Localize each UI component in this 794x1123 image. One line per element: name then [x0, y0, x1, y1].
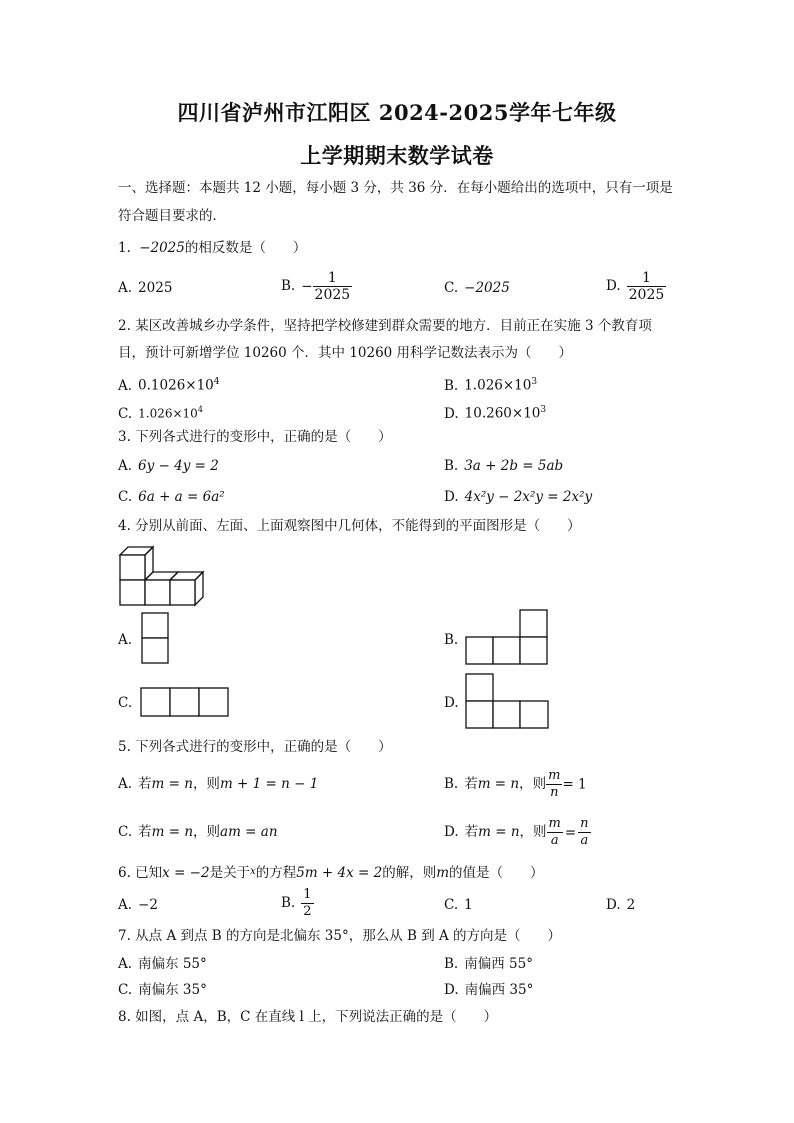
q6-option-c [444, 895, 473, 915]
fraction-numerator: 1 [642, 270, 651, 286]
option-exponent: 4 [197, 405, 203, 414]
option-base: 0.1026×10 [138, 377, 214, 394]
q2-option-c [118, 400, 203, 424]
option-value: 4x²y − 2x²y = 2x²y [464, 489, 593, 505]
option-equals: = [564, 824, 577, 841]
q2-option-d [444, 400, 546, 424]
option-if: 若 [138, 824, 152, 840]
section-instruction-line2: 符合题目要求的． [118, 208, 226, 224]
q6-condition: x = −2 [162, 865, 210, 881]
option-label: B. [444, 377, 459, 394]
option-result: am = an [220, 824, 278, 840]
q4-option-a-figure [141, 612, 169, 664]
option-exponent: 4 [213, 377, 220, 387]
option-label: A. [118, 377, 133, 394]
option-label: A. [118, 956, 133, 972]
q4-option-a-label: A. [118, 632, 133, 648]
q2-stem-line1: 2. 某区改善城乡办学条件，坚持把学校修建到群众需要的地方．目前正在实施 3 个教育项 [118, 318, 652, 334]
fraction-denominator: 2 [303, 904, 312, 919]
q2-stem-line2: 目，预计可新增学位 10260 个．其中 10260 用科学记数法表示为（ ） [118, 345, 573, 361]
q1-number: 1. [118, 240, 131, 256]
q6-text4: 的值是（ ） [449, 865, 544, 881]
option-label: C. [118, 824, 133, 840]
option-exponent: 3 [540, 405, 547, 415]
option-base: 1.026×10 [464, 377, 532, 394]
option-fraction-left [547, 816, 563, 849]
q6-text2: 的方程 [255, 865, 297, 881]
option-value: 2 [626, 897, 636, 913]
option-fraction [313, 270, 353, 303]
fraction-denominator: n [546, 784, 562, 801]
q7-option-b [444, 954, 533, 974]
q6-option-d [606, 895, 635, 915]
option-value: 2025 [138, 280, 173, 296]
q1-option-a [118, 278, 172, 298]
option-label: C. [118, 405, 133, 422]
option-label: C. [118, 982, 133, 998]
q1-option-c [444, 278, 510, 298]
option-rhs: = 1 [562, 776, 587, 793]
q3-option-a [118, 456, 219, 476]
option-label: B. [444, 776, 459, 792]
option-label: C. [118, 489, 133, 505]
q8-stem: 8. 如图，点 A，B，C 在直线 l 上，下列说法正确的是（ ） [118, 1009, 498, 1025]
option-value: −2025 [464, 280, 510, 296]
option-label: A. [118, 458, 133, 474]
option-label: C. [444, 897, 459, 913]
q1-option-d [606, 270, 666, 303]
option-fraction [627, 270, 667, 303]
q7-stem: 7. 从点 A 到点 B 的方向是北偏东 35°，那么从 B 到 A 的方向是（ ） [118, 928, 562, 944]
option-label: B. [281, 895, 296, 911]
option-label: B. [444, 458, 459, 474]
option-base: 10.260×10 [464, 405, 541, 422]
option-exponent: 3 [531, 377, 538, 387]
option-value: 南偏西 55° [464, 956, 533, 972]
q3-option-b [444, 456, 563, 476]
option-label: D. [444, 405, 459, 422]
q4-option-b-label: B. [444, 632, 459, 648]
fraction-numerator: 1 [303, 887, 312, 902]
option-if: 若 [464, 776, 478, 792]
exam-title-line2: 上学期期末数学试卷 [300, 143, 494, 168]
q5-option-d [444, 816, 591, 849]
q6-text3: 的解，则 [382, 865, 437, 881]
option-then: ，则 [192, 776, 220, 792]
fraction-denominator: a [578, 832, 590, 849]
q6-option-a [118, 895, 158, 915]
q6-option-b [281, 887, 314, 920]
option-result: m + 1 = n − 1 [219, 776, 319, 792]
option-then: ，则 [519, 776, 547, 792]
q5-option-b [444, 768, 587, 801]
option-label: D. [444, 982, 459, 998]
fraction-denominator: a [547, 832, 563, 849]
option-base: 1.026×10 [138, 406, 198, 421]
q6-number: 6. 已知 [118, 865, 163, 881]
q4-option-d-figure [465, 673, 550, 729]
q5-stem: 5. 下列各式进行的变形中，正确的是（ ） [118, 739, 392, 755]
option-label: D. [444, 824, 459, 840]
q4-option-c-label: C. [118, 695, 133, 711]
q1-option-b [281, 270, 352, 303]
q4-solid-figure [118, 543, 204, 603]
q6-variable: x [250, 866, 256, 877]
fraction-numerator: m [548, 768, 561, 783]
option-if: 若 [138, 776, 152, 792]
option-fraction-right [578, 816, 590, 849]
option-if: 若 [464, 824, 479, 840]
exam-title-line1: 四川省泸州市江阳区 2024-2025学年七年级 [177, 100, 617, 125]
option-label: A. [118, 776, 133, 792]
q3-stem: 3. 下列各式进行的变形中，正确的是（ ） [118, 429, 392, 445]
option-value: 3a + 2b = 5ab [464, 458, 564, 474]
option-condition: m = n [478, 824, 520, 840]
option-condition: m = n [151, 824, 194, 840]
option-label: D. [606, 897, 621, 913]
q2-option-b [444, 372, 537, 396]
option-label: B. [281, 278, 296, 294]
option-value: 6a + a = 6a² [138, 489, 225, 505]
q6-stem [118, 862, 544, 883]
option-value: 1 [464, 897, 473, 913]
q3-option-d [444, 487, 592, 507]
option-label: B. [444, 956, 459, 972]
q1-text: 的相反数是（ ） [184, 240, 307, 256]
option-label: D. [606, 278, 621, 294]
option-value: 南偏西 35° [464, 982, 534, 998]
option-sign: − [301, 278, 313, 295]
q4-option-b-figure [465, 609, 549, 665]
q3-option-c [118, 487, 225, 507]
option-value: −2 [138, 897, 158, 913]
option-condition: m = n [151, 776, 193, 792]
q4-option-d-label: D. [444, 695, 459, 711]
q1-expression: −2025 [139, 240, 185, 256]
option-label: A. [118, 280, 133, 296]
q4-stem: 4. 分别从前面、左面、上面观察图中几何体，不能得到的平面图形是（ ） [118, 518, 581, 534]
option-then: ，则 [193, 824, 221, 840]
option-value: 南偏东 55° [138, 956, 207, 972]
q4-option-c-figure [140, 687, 229, 717]
option-fraction [546, 768, 562, 801]
fraction-numerator: m [548, 816, 561, 831]
fraction-denominator: 2025 [314, 287, 351, 303]
option-label: A. [118, 897, 133, 913]
q6-text1: 是关于 [209, 865, 251, 881]
option-value: 6y − 4y = 2 [138, 458, 219, 474]
q7-option-c [118, 980, 207, 1000]
option-then: ，则 [519, 824, 547, 840]
q7-option-d [444, 980, 533, 1000]
option-value: 南偏东 35° [138, 982, 207, 998]
fraction-denominator: 2025 [628, 287, 665, 303]
option-fraction [301, 887, 313, 920]
q5-option-a [118, 774, 318, 794]
section-instruction-line1: 一、选择题：本题共 12 小题，每小题 3 分，共 36 分．在每小题给出的选项中，只有一项是 [118, 180, 673, 196]
q6-equation: 5m + 4x = 2 [296, 865, 383, 881]
option-condition: m = n [477, 776, 520, 792]
q2-option-a [118, 372, 220, 396]
fraction-numerator: n [580, 816, 589, 831]
q6-variable2: m [436, 865, 450, 881]
q7-option-a [118, 954, 207, 974]
q5-option-c [118, 822, 278, 842]
q1-stem [118, 238, 306, 258]
option-label: C. [444, 280, 459, 296]
option-label: D. [444, 489, 459, 505]
fraction-numerator: 1 [327, 270, 337, 286]
